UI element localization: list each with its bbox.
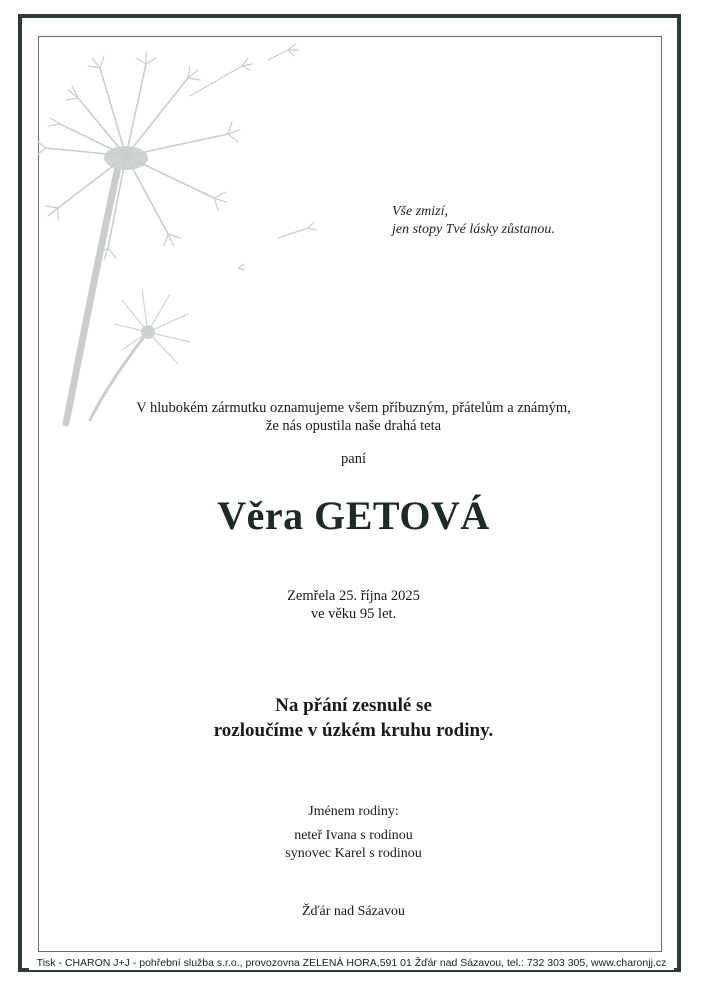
death-date: Zemřela 25. října 2025 — [287, 588, 420, 604]
age-at-death: ve věku 95 let. — [310, 606, 397, 622]
family-heading: Jménem rodiny: — [308, 804, 399, 819]
family-member: neteř Ivana s rodinou — [294, 828, 413, 843]
quote-line-1: Vše zmizí, — [392, 204, 448, 219]
announcement-line-2: že nás opustila naše drahá teta — [265, 418, 442, 434]
printer-footer: Tisk - CHARON J+J - pohřební služba s.r.o., provozovna ZELENÁ HORA,591 01 Žďár nad Sázavou, tel.: 732 303 305, www.charonjj.cz — [29, 956, 674, 970]
announcement-text — [60, 399, 647, 435]
honorific-title: paní — [341, 451, 366, 467]
place-name: Žďár nad Sázavou — [301, 904, 406, 919]
farewell-line-1: Na přání zesnulé se — [275, 695, 432, 716]
farewell-notice — [0, 693, 707, 743]
family-member: synovec Karel s rodinou — [285, 846, 422, 861]
announcement-line-1: V hlubokém zármutku oznamujeme všem příbuzným, přátelům a známým, — [136, 400, 571, 416]
quote-line-2: jen stopy Tvé lásky zůstanou. — [392, 222, 555, 237]
dandelion-illustration-icon — [38, 38, 338, 428]
deceased-name: Věra GETOVÁ — [217, 493, 490, 538]
farewell-line-2: rozloučíme v úzkém kruhu rodiny. — [213, 720, 494, 741]
death-details — [0, 587, 707, 623]
family-signature — [0, 803, 707, 863]
quote — [392, 203, 555, 239]
